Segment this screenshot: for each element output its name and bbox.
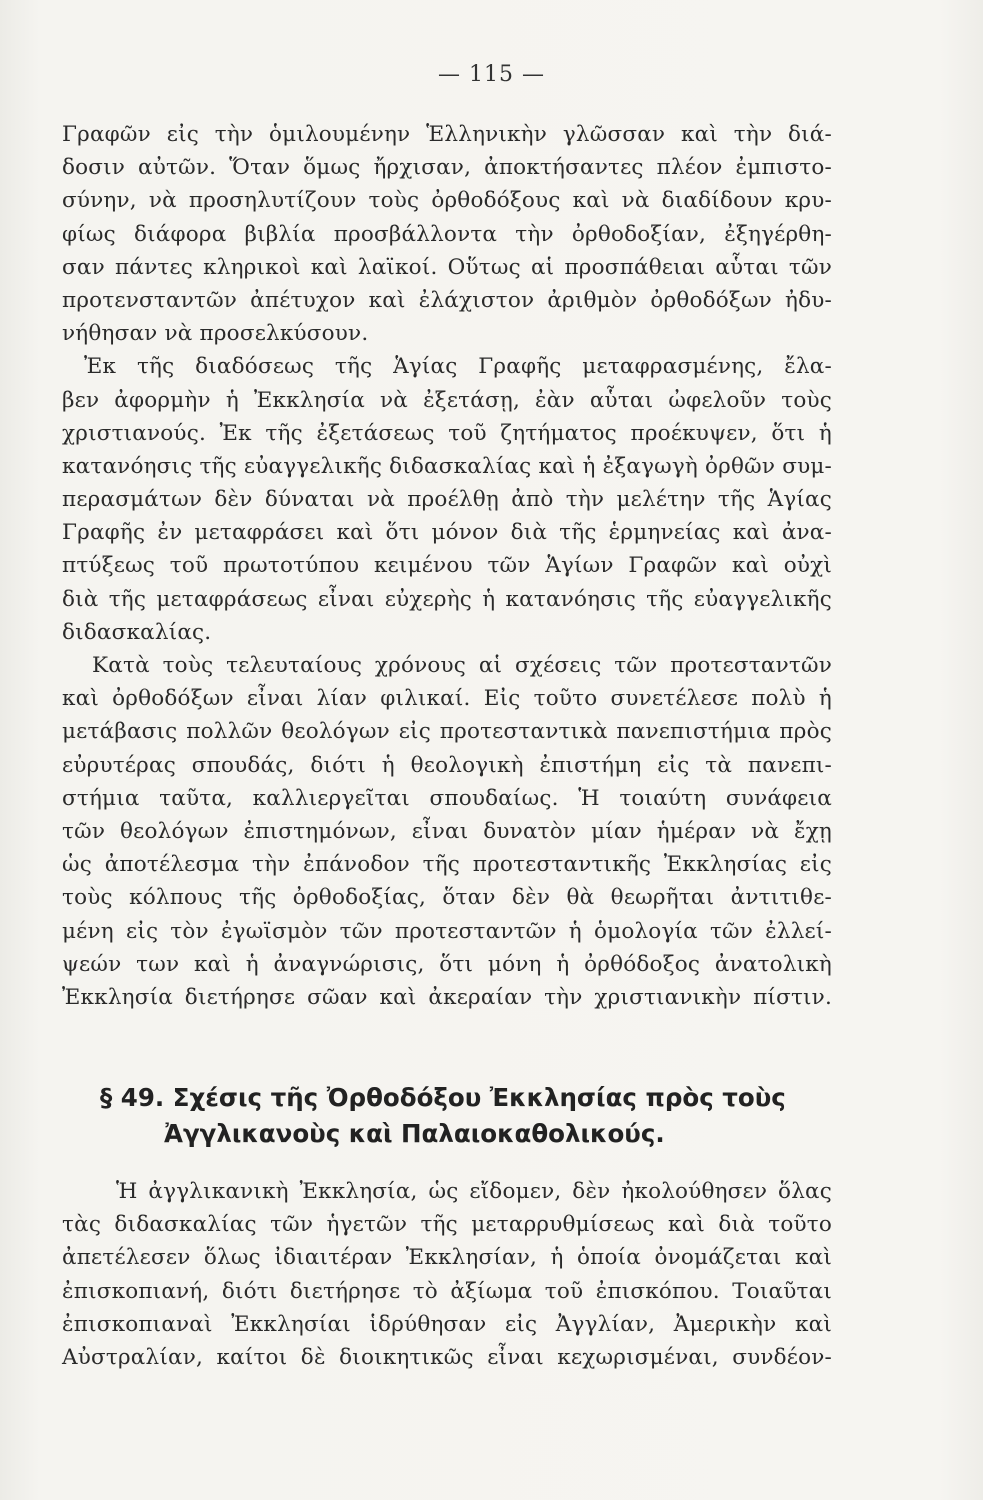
main-text-block — [62, 118, 832, 1014]
text-line: Γραφῆς ἐν μεταφράσει καὶ ὅτι μόνον διὰ τῆς ἑρμηνείας καὶ ἀνα- — [62, 520, 832, 546]
section-heading-line: § 49. Σχέσις τῆς Ὀρθοδόξου Ἐκκλησίας πρὸς τοὺς — [100, 1083, 786, 1112]
text-line: καὶ ὀρθοδόξων εἶναι λίαν φιλικαί. Εἰς τοῦτο συνετέλεσε πολὺ ἡ — [62, 686, 832, 712]
text-line: ψεών των καὶ ἡ ἀναγνώρισις, ὅτι μόνη ἡ ὀρθόδοξος ἀνατολικὴ — [62, 951, 832, 977]
page-number: — 115 — — [438, 62, 545, 87]
text-line: ἀπετέλεσεν ὅλως ἰδιαιτέραν Ἐκκλησίαν, ἡ ὁποία ὀνομάζεται καὶ — [62, 1245, 832, 1271]
text-line: δοσιν αὐτῶν. Ὅταν ὅμως ἤρχισαν, ἀποκτήσαντες πλέον ἐμπιστο- — [62, 155, 832, 181]
text-line: φίως διάφορα βιβλία προσβάλλοντα τὴν ὀρθοδοξίαν, ἐξηγέρθη- — [62, 221, 832, 247]
text-line: μένη εἰς τὸν ἐγωϊσμὸν τῶν προτεσταντῶν ἡ ὁμολογία τῶν ἐλλεί- — [62, 918, 832, 944]
text-line: ἐπισκοπιανή, διότι διετήρησε τὸ ἀξίωμα τοῦ ἐπισκόπου. Τοιαῦται — [62, 1278, 832, 1304]
text-line: Γραφῶν εἰς τὴν ὁμιλουμένην Ἑλληνικὴν γλῶσσαν καὶ τὴν διά- — [62, 122, 832, 147]
text-line: σαν πάντες κληρικοὶ καὶ λαϊκοί. Οὕτως αἱ προσπάθειαι αὗται τῶν — [62, 254, 832, 280]
text-line: τῶν θεολόγων ἐπιστημόνων, εἶναι δυνατὸν μίαν ἡμέραν νὰ ἔχῃ — [62, 818, 832, 844]
section-text-block — [62, 1175, 832, 1374]
section-heading-line: Ἀγγλικανοὺς καὶ Παλαιοκαθολικούς. — [164, 1119, 665, 1148]
text-line: διδασκαλίας. — [62, 619, 212, 645]
text-line: πτύξεως τοῦ πρωτοτύπου κειμένου τῶν Ἁγίων Γραφῶν καὶ οὐχὶ — [62, 553, 832, 579]
text-line: ἐπισκοπιαναὶ Ἐκκλησίαι ἱδρύθησαν εἰς Ἀγγλίαν, Ἀμερικὴν καὶ — [62, 1311, 832, 1337]
text-line: σύνην, νὰ προσηλυτίζουν τοὺς ὀρθοδόξους καὶ νὰ διαδίδουν κρυ- — [62, 188, 832, 214]
text-line: Ἐκκλησία διετήρησε σῶαν καὶ ἀκεραίαν τὴν χριστιανικὴν πίστιν. — [62, 984, 832, 1010]
text-line: Ἡ ἀγγλικανικὴ Ἐκκλησία, ὡς εἴδομεν, δὲν ἠκολούθησεν ὅλας — [116, 1179, 832, 1204]
text-line: βεν ἀφορμὴν ἡ Ἐκκλησία νὰ ἐξετάσῃ, ἐὰν αὗται ὠφελοῦν τοὺς — [62, 387, 832, 413]
text-line: νήθησαν νὰ προσελκύσουν. — [62, 321, 369, 347]
text-line: ὡς ἀποτέλεσμα τὴν ἐπάνοδον τῆς προτεσταντικῆς Ἐκκλησίας εἰς — [62, 852, 832, 878]
text-line: Ἐκ τῆς διαδόσεως τῆς Ἁγίας Γραφῆς μεταφρασμένης, ἔλα- — [84, 354, 832, 380]
text-line: μετάβασις πολλῶν θεολόγων εἰς προτεσταντικὰ πανεπιστήμια πρὸς — [62, 719, 832, 745]
text-line: Κατὰ τοὺς τελευταίους χρόνους αἱ σχέσεις τῶν προτεσταντῶν — [92, 653, 832, 678]
text-line: διὰ τῆς μεταφράσεως εἶναι εὐχερὴς ἡ κατανόησις τῆς εὐαγγελικῆς — [62, 586, 832, 612]
text-line: χριστιανούς. Ἐκ τῆς ἐξετάσεως τοῦ ζητήματος προέκυψεν, ὅτι ἡ — [62, 420, 832, 446]
section-heading — [100, 1080, 830, 1152]
text-line: περασμάτων δὲν δύναται νὰ προέλθῃ ἀπὸ τὴν μελέτην τῆς Ἁγίας — [62, 487, 832, 513]
text-line: εὐρυτέρας σπουδάς, διότι ἡ θεολογικὴ ἐπιστήμη εἰς τὰ πανεπι- — [62, 752, 832, 778]
text-line: στήμια ταῦτα, καλλιεργεῖται σπουδαίως. Ἡ τοιαύτη συνάφεια — [62, 785, 832, 811]
text-line: προτενσταντῶν ἀπέτυχον καὶ ἐλάχιστον ἀριθμὸν ὀρθοδόξων ἠδυ- — [62, 287, 832, 313]
text-line: τοὺς κόλπους τῆς ὀρθοδοξίας, ὅταν δὲν θὰ θεωρῆται ἀντιτιθε- — [62, 885, 832, 911]
text-line: τὰς διδασκαλίας τῶν ἡγετῶν τῆς μεταρρυθμίσεως καὶ διὰ τοῦτο — [62, 1212, 832, 1238]
text-line: Αὐστραλίαν, καίτοι δὲ διοικητικῶς εἶναι κεχωρισμέναι, συνδέον- — [62, 1344, 832, 1370]
text-line: κατανόησις τῆς εὐαγγελικῆς διδασκαλίας καὶ ἡ ἐξαγωγὴ ὀρθῶν συμ- — [62, 453, 832, 479]
